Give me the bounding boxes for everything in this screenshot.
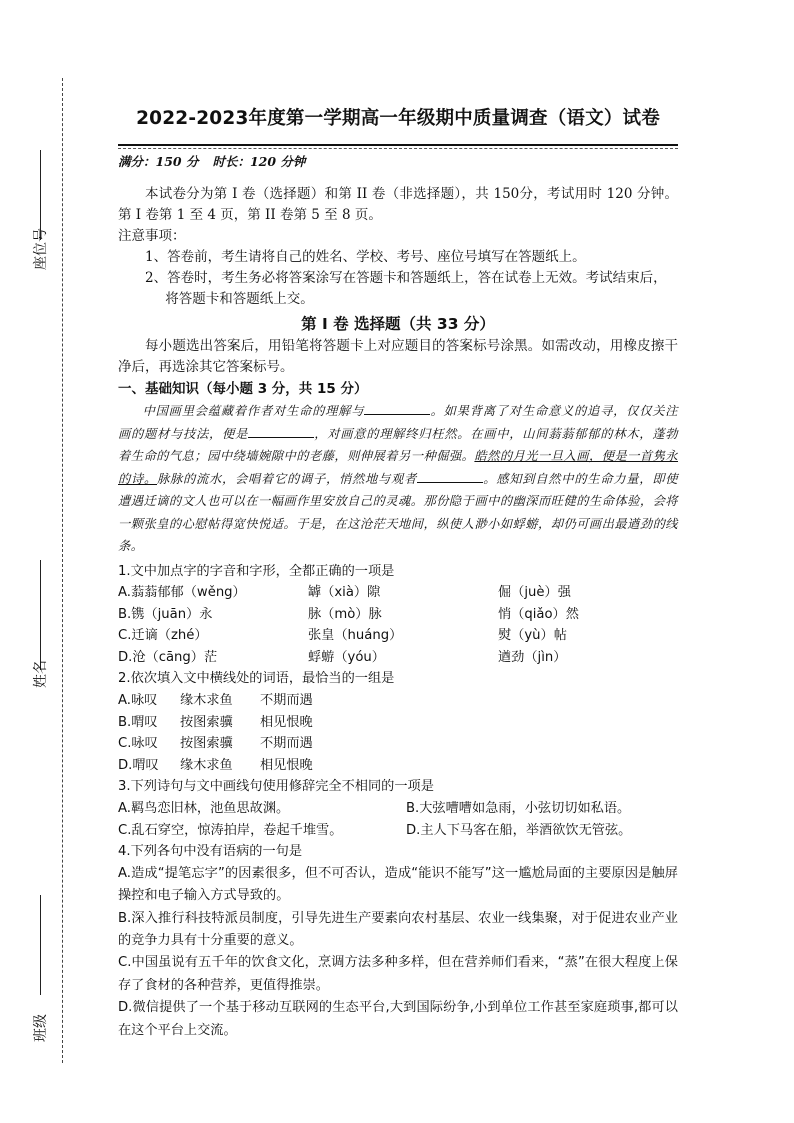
notice-item-2 — [118, 268, 678, 310]
binding-dashed-line — [62, 78, 63, 1063]
title-rule-dashed — [118, 148, 678, 149]
notice-item-2-line2: 将答题卡和答题纸上交。 — [165, 291, 314, 307]
passage-text-2: 。如果背离了对生命意义的追寻，仅仅关注画的题材与技法，便是 — [118, 404, 678, 441]
q2-d-word-1: D.喟叹 — [118, 757, 159, 773]
q2-a-word-1: A.咏叹 — [118, 693, 158, 709]
class-blank-line — [40, 895, 41, 995]
q2-option-b — [118, 712, 678, 734]
q2-b-word-3: 相见恨晚 — [260, 714, 313, 730]
q2-d-word-3: 相见恨晚 — [260, 757, 313, 773]
q3-option-a: A.羁鸟恋旧林，池鱼思故渊。 — [118, 801, 290, 817]
q1-option-b-1: B.镌（juān）永 — [118, 606, 213, 622]
q4-option-b: B.深入推行科技特派员制度，引导先进生产要素向农村基层、农业一线集聚，对于促进农业产业的竞争力具有十分重要的意义。 — [118, 910, 678, 949]
q2-option-a — [118, 690, 678, 712]
section-title: 第 I 卷 选择题（共 33 分） — [301, 315, 495, 333]
q1-option-b-3: 悄（qiǎo）然 — [498, 606, 579, 622]
q1-option-c-1: C.迁谪（zhé） — [118, 628, 208, 644]
passage-text-5: 。感知到自然中的生命力量，即使遭遇迁谪的文人也可以在一幅画作里安放自己的灵魂。那份隐于画中的幽深而旺健的生命体验，会将一颗张皇的心慰帖得宽快悦适。于是，在这沧茫天地间，纵使人渺小如蜉蝣，却仍可画出最遒劲的线条。 — [118, 471, 678, 553]
fill-blank-1 — [364, 402, 430, 415]
full-score: 满分：150 分 — [118, 154, 199, 169]
notice-item-1: 1、答卷前，考生请将自己的姓名、学校、考号、座位号填写在答题纸上。 — [145, 249, 586, 265]
q1-option-a-1: A.蓊蓊郁郁（wěng） — [118, 585, 246, 601]
q3-option-b: B.大弦嘈嘈如急雨，小弦切切如私语。 — [406, 801, 631, 817]
q4-option-c: C.中国虽说有五千年的饮食文化，烹调方法多种多样，但在营养师们看来，“蒸”在很大程度上保存了食材的各种营养，更值得推崇。 — [118, 955, 678, 993]
part-title: 一、基础知识（每小题 3 分，共 15 分） — [118, 381, 368, 397]
q2-d-word-2: 缘木求鱼 — [180, 757, 233, 773]
q2-c-word-1: C.咏叹 — [118, 736, 158, 752]
score-time-line — [118, 152, 678, 170]
q2-b-word-2: 按图索骥 — [180, 714, 233, 730]
intro-paragraph: 本试卷分为第 I 卷（选择题）和第 II 卷（非选择题），共 150分，考试用时 120 分钟。第 I 卷第 1 至 4 页，第 II 卷第 5 至 8 页。 — [118, 186, 678, 223]
question-1-stem: 1.文中加点字的字音和字形，全都正确的一项是 — [118, 563, 395, 579]
question-1-options — [118, 582, 678, 668]
q4-option-d: D.微信提供了一个基于移动互联网的生态平台,大到国际纷争,小到单位工作甚至家庭琐事,都可以在这个平台上交流。 — [118, 1000, 678, 1038]
name-blank-line — [40, 560, 41, 670]
question-3-stem: 3.下列诗句与文中画线句使用修辞完全不相同的一项是 — [118, 779, 434, 795]
q2-c-word-2: 按图索骥 — [180, 736, 233, 752]
underlined-sentence: 皓然的月光一旦入画，便是一首隽永的诗。 — [118, 449, 679, 486]
q1-option-a-3: 倔（juè）强 — [498, 585, 571, 601]
q3-option-d: D.主人下马客在船，举酒欲饮无管弦。 — [406, 822, 632, 838]
title-rule — [118, 144, 678, 146]
q2-c-word-3: 不期而遇 — [260, 736, 313, 752]
section-instruction: 每小题选出答案后，用铅笔将答题卡上对应题目的答案标号涂黑。如需改动，用橡皮擦干净后，再选涂其它答案标号。 — [118, 338, 678, 375]
class-label: 班级 — [33, 1014, 49, 1042]
question-4-stem: 4.下列各句中没有语病的一句是 — [118, 844, 303, 860]
fill-blank-2 — [248, 425, 314, 438]
duration: 时长：120 分钟 — [212, 154, 306, 169]
q1-option-d-2: 蜉蝣（yóu） — [308, 649, 385, 665]
passage-text-3: ，对画意的理解终归枉然。在画中，山间蓊蓊郁郁的林木，蓬勃着生命的气息；园中绕墙婉隙中的老藤，则伸展着另一种倔强。 — [118, 426, 678, 463]
q1-option-d-1: D.沧（cāng）茫 — [118, 649, 218, 665]
binding-margin — [0, 0, 90, 1123]
q2-option-c — [118, 733, 678, 755]
question-2-stem: 2.依次填入文中横线处的词语，最恰当的一组是 — [118, 671, 395, 687]
q2-a-word-3: 不期而遇 — [260, 693, 313, 709]
q2-option-d — [118, 755, 678, 777]
q1-option-a-2: 罅（xià）隙 — [308, 585, 381, 601]
seat-number-label: 座位号 — [33, 228, 49, 270]
q3-option-c: C.乱石穿空，惊涛拍岸，卷起千堆雪。 — [118, 822, 343, 838]
passage-text-1: 中国画里会蕴藏着作者对生命的理解与 — [142, 404, 365, 418]
q1-option-c-2: 张皇（huáng） — [308, 628, 403, 644]
exam-page-content — [118, 104, 678, 1042]
notice-item-2-line1: 2、答卷时，考生务必将答案涂写在答题卡和答题纸上，答在试卷上无效。考试结束后， — [145, 270, 667, 286]
passage-text-4: 脉脉的流水，会唱着它的调子，悄然地与观者 — [157, 471, 417, 486]
q1-option-d-3: 遒劲（jìn） — [498, 649, 567, 665]
notice-title: 注意事项： — [118, 228, 186, 244]
name-label: 姓名 — [33, 660, 49, 688]
q2-a-word-2: 缘木求鱼 — [180, 693, 233, 709]
seat-number-blank-line — [40, 150, 41, 240]
q4-option-a: A.造成“提笔忘字”的因素很多，但不可否认，造成“能识不能写”这一尴尬局面的主要原因是触屏操控和电子输入方式导致的。 — [118, 865, 678, 904]
reading-passage — [118, 400, 678, 558]
question-3-options — [118, 798, 678, 841]
exam-title: 2022-2023年度第一学期高一年级期中质量调查（语文）试卷 — [136, 108, 660, 129]
q1-option-b-2: 脉（mò）脉 — [308, 606, 382, 622]
q1-option-c-3: 熨（yù）帖 — [498, 628, 567, 644]
fill-blank-3 — [417, 470, 483, 483]
q2-b-word-1: B.喟叹 — [118, 714, 158, 730]
